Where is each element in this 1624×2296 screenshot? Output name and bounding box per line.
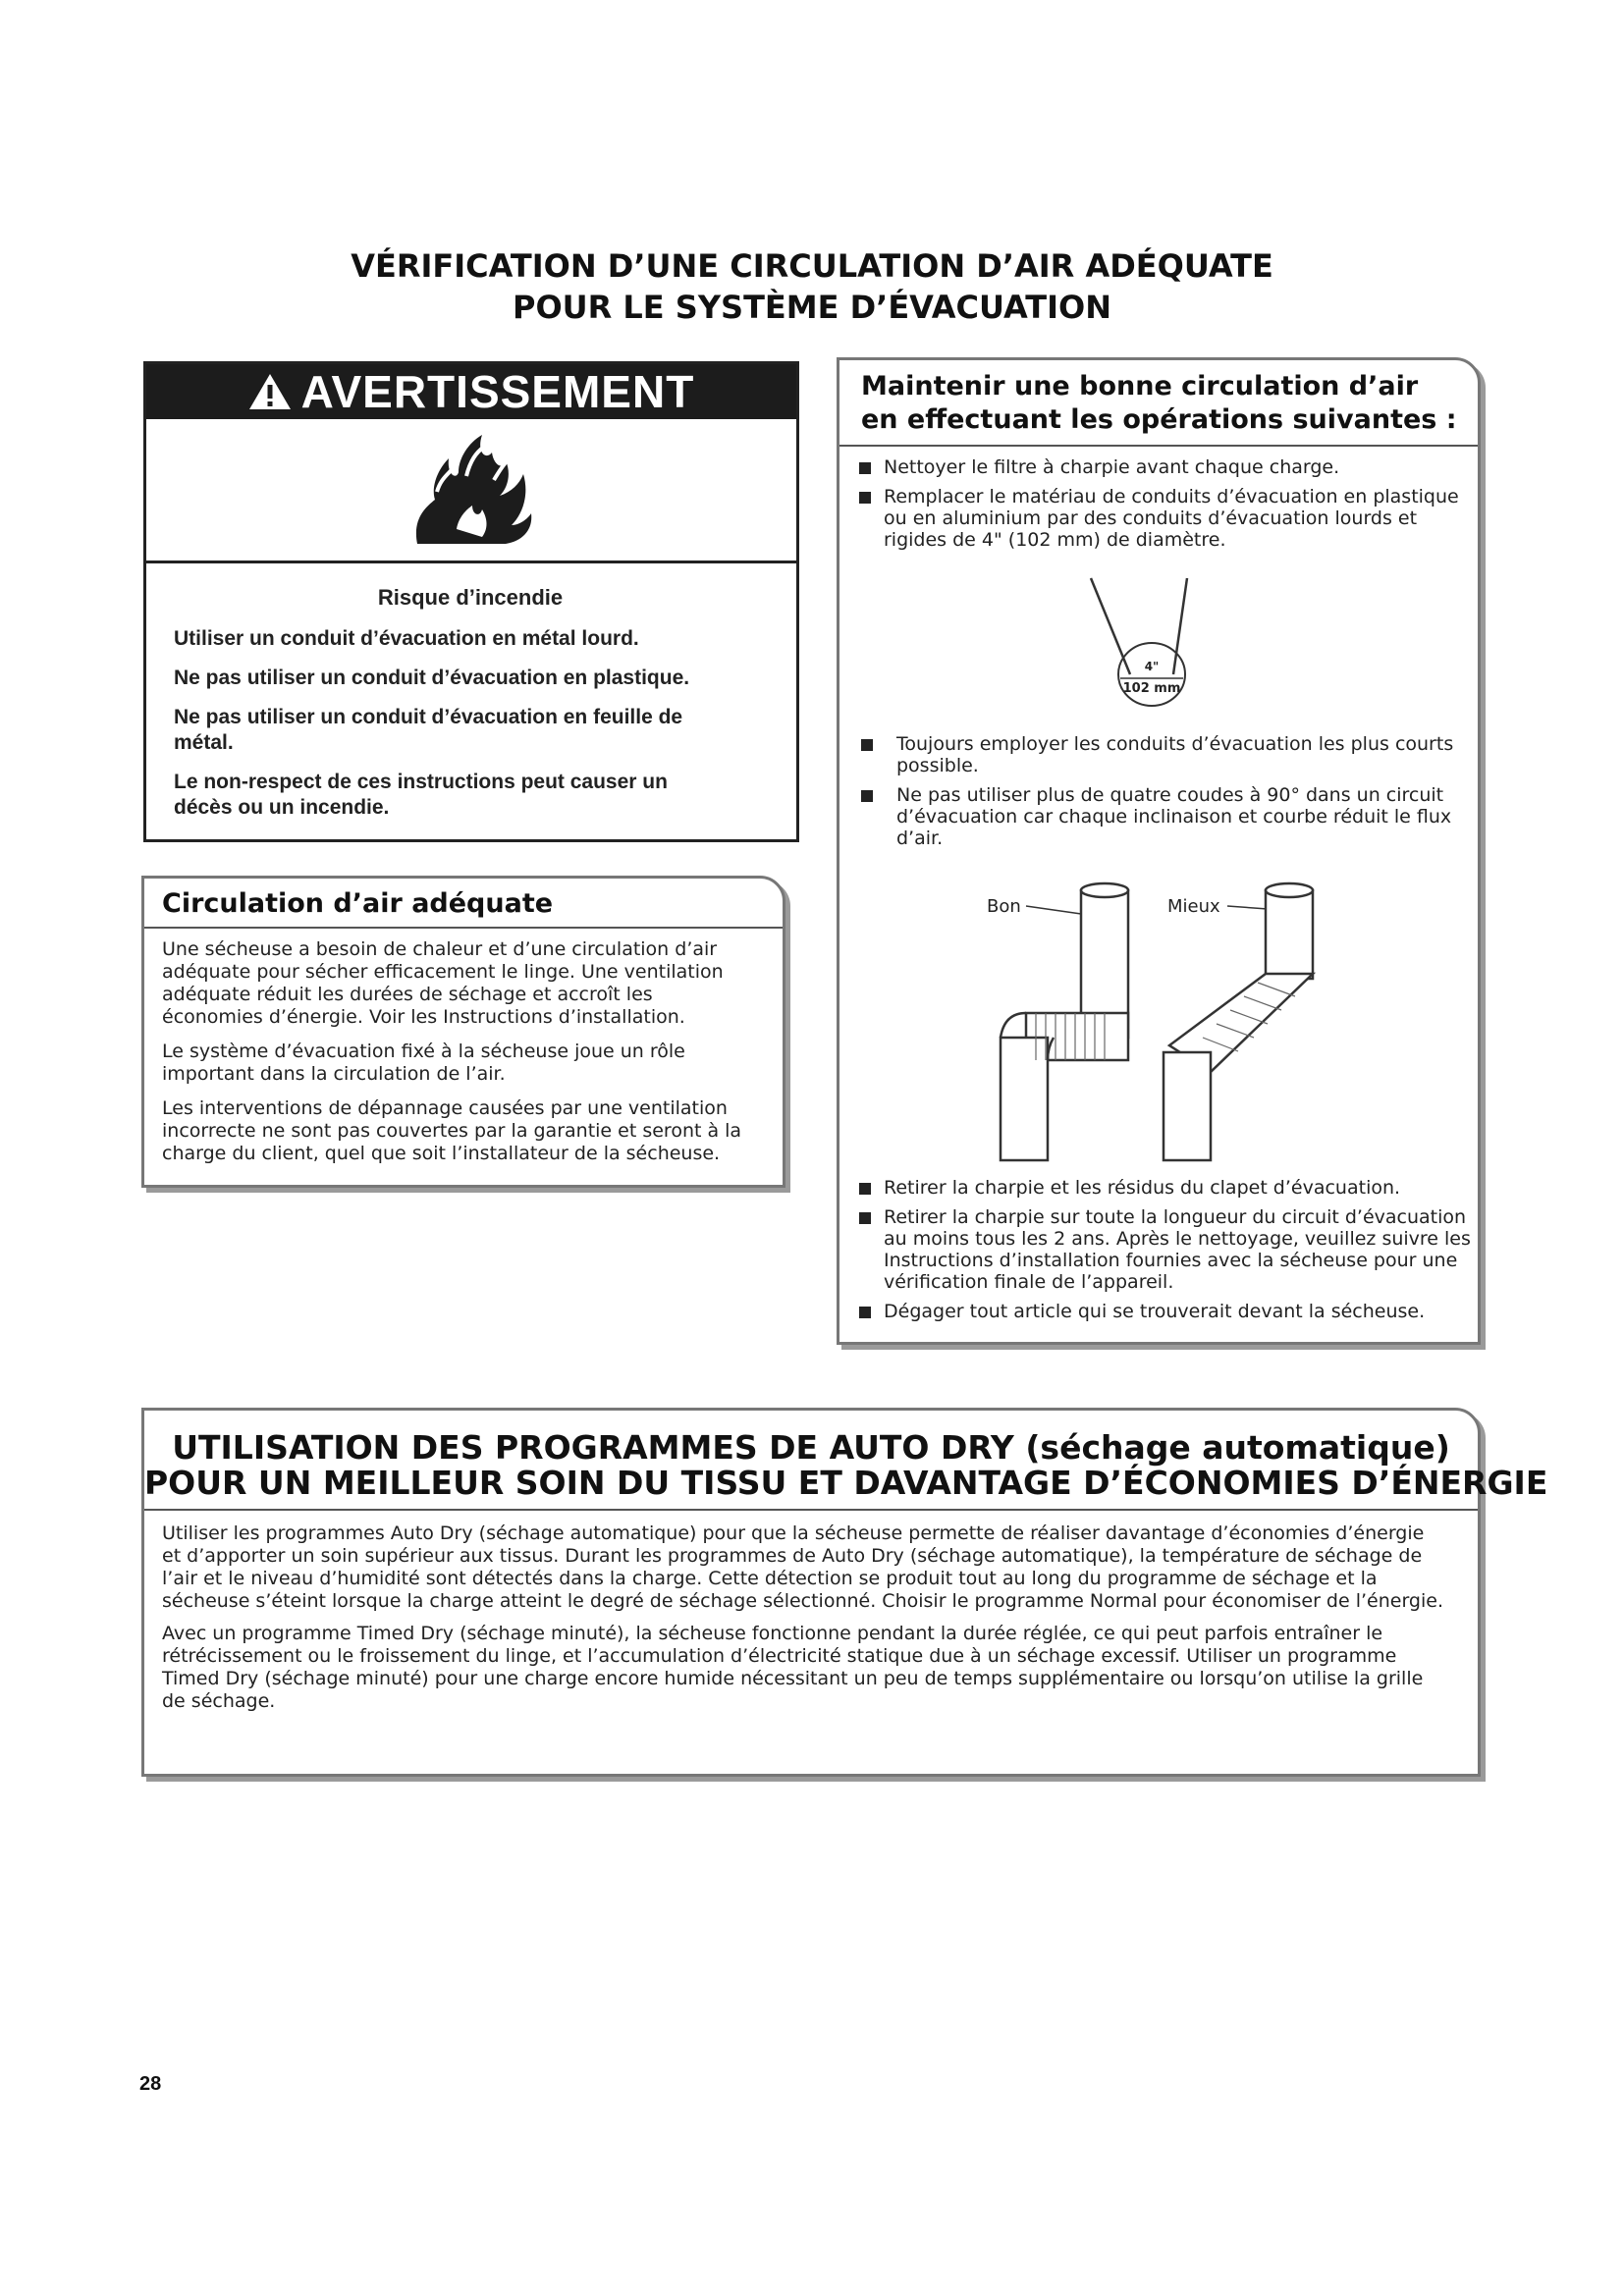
diameter-label-mm: 102 mm (1122, 681, 1181, 696)
warning-body (146, 563, 796, 821)
paragraph: Les interventions de dépannage causées par une ventilation incorrecte ne sont pas couvertes par la garantie et seront à la charge du client, quel que soit l’installateur de la sécheuse. (162, 1097, 742, 1164)
label-good: Bon (987, 896, 1021, 917)
warning-box (143, 361, 799, 842)
fire-icon (398, 431, 545, 549)
warning-header (146, 364, 796, 419)
warning-icon-area (146, 419, 796, 563)
list-item: Nettoyer le filtre à charpie avant chaque charge. (839, 456, 1478, 478)
risk-title: Risque d’incendie (377, 585, 564, 610)
warning-line: Utiliser un conduit d’évacuation en métal lourd. (174, 627, 639, 650)
paragraph: Une sécheuse a besoin de chaleur et d’une circulation d’air adéquate pour sécher efficacement le linge. Une ventilation adéquate réduit les durées de séchage et accroît les économies d’énergie. Voir les Instructions d’installation. (162, 938, 724, 1028)
auto-dry-heading-line2: POUR UN MEILLEUR SOIN DU TISSU ET DAVANTAGE D’ÉCONOMIES D’ÉNERGIE (144, 1464, 1548, 1502)
maintain-heading (839, 360, 1478, 447)
good-elbow (1001, 883, 1128, 1160)
auto-dry-panel (141, 1408, 1548, 1777)
paragraph: Le système d’évacuation fixé à la sécheuse joue un rôle important dans la circulation de l’air. (162, 1041, 685, 1085)
auto-dry-heading-bold: UTILISATION DES PROGRAMMES DE AUTO DRY (172, 1428, 1014, 1467)
maintain-heading-line2: en effectuant les opérations suivantes : (861, 404, 1457, 435)
page-title-line1: VÉRIFICATION D’UNE CIRCULATION D’AIR ADÉQUATE (351, 247, 1273, 285)
list-item: Retirer la charpie et les résidus du clapet d’évacuation. (839, 1177, 1478, 1199)
auto-dry-text (144, 1511, 1478, 1713)
diameter-label-in: 4" (1144, 660, 1160, 673)
warning-header-label: AVERTISSEMENT (300, 366, 695, 417)
warning-triangle-icon (248, 372, 292, 411)
warning-line: Ne pas utiliser un conduit d’évacuation en plastique. (174, 667, 690, 689)
auto-dry-heading-line1 (144, 1430, 1478, 1466)
page-number: 28 (139, 2073, 162, 2095)
list-item: Toujours employer les conduits d’évacuation les plus courts possible. (839, 733, 1478, 776)
warning-line: Ne pas utiliser un conduit d’évacuation en feuille de métal. (174, 706, 683, 754)
label-better: Mieux (1167, 896, 1220, 917)
list-item: Remplacer le matériau de conduits d’évacuation en plastique ou en aluminium par des conduits d’évacuation lourds et rigides de 4" (102 mm) de diamètre. (839, 486, 1478, 551)
maintain-bullets-mid (839, 733, 1478, 857)
circulation-text (144, 929, 783, 1165)
list-item: Retirer la charpie sur toute la longueur du circuit d’évacuation au moins tous les 2 ans. Après le nettoyage, veuillez suivre les Instructions d’installation fournies avec la sécheuse pour une vérification finale de l’appareil. (839, 1206, 1478, 1293)
maintain-bullets-top (839, 456, 1478, 551)
duct-diameter-diagram (1056, 576, 1252, 723)
page-title-line2: POUR LE SYSTÈME D’ÉVACUATION (512, 289, 1112, 326)
maintain-bullets-bottom (839, 1177, 1478, 1330)
better-elbow (1164, 883, 1313, 1160)
circulation-heading: Circulation d’air adéquate (144, 879, 783, 929)
warning-line: Le non-respect de ces instructions peut causer un décès ou un incendie. (174, 771, 668, 819)
auto-dry-heading-paren: (séchage automatique) (1025, 1428, 1450, 1467)
list-item: Dégager tout article qui se trouverait devant la sécheuse. (839, 1301, 1478, 1322)
maintain-heading-line1: Maintenir une bonne circulation d’air (861, 371, 1419, 401)
paragraph: Utiliser les programmes Auto Dry (séchage automatique) pour que la sécheuse permette de réaliser davantage d’économies d’énergie et d’apporter un soin supérieur aux tissus. Durant les programmes de Auto Dry (séchage automatique), la température de séchage de l’air et le niveau d’humidité sont détectés dans la charge. Cette détection se produit tout au long du programme de séchage et la sécheuse s’éteint lorsque la charge atteint le degré de séchage sélectionné. Choisir le programme Normal pour économiser de l’énergie. (162, 1522, 1443, 1612)
page-title (0, 245, 1624, 328)
duct-elbows-diagram (987, 881, 1360, 1165)
list-item: Ne pas utiliser plus de quatre coudes à 90° dans un circuit d’évacuation car chaque inclinaison et courbe réduit le flux d’air. (839, 784, 1478, 849)
paragraph: Avec un programme Timed Dry (séchage minuté), la sécheuse fonctionne pendant la durée réglée, ce qui peut parfois entraîner le rétrécissement ou le froissement du linge, et l’accumulation d’électricité statique due à un séchage excessif. Utiliser un programme Timed Dry (séchage minuté) pour une charge encore humide nécessitant un peu de temps supplémentaire ou lorsqu’on utilise la grille de séchage. (162, 1623, 1424, 1712)
maintain-panel (837, 357, 1481, 1345)
circulation-panel (141, 876, 785, 1188)
auto-dry-heading (144, 1411, 1548, 1511)
